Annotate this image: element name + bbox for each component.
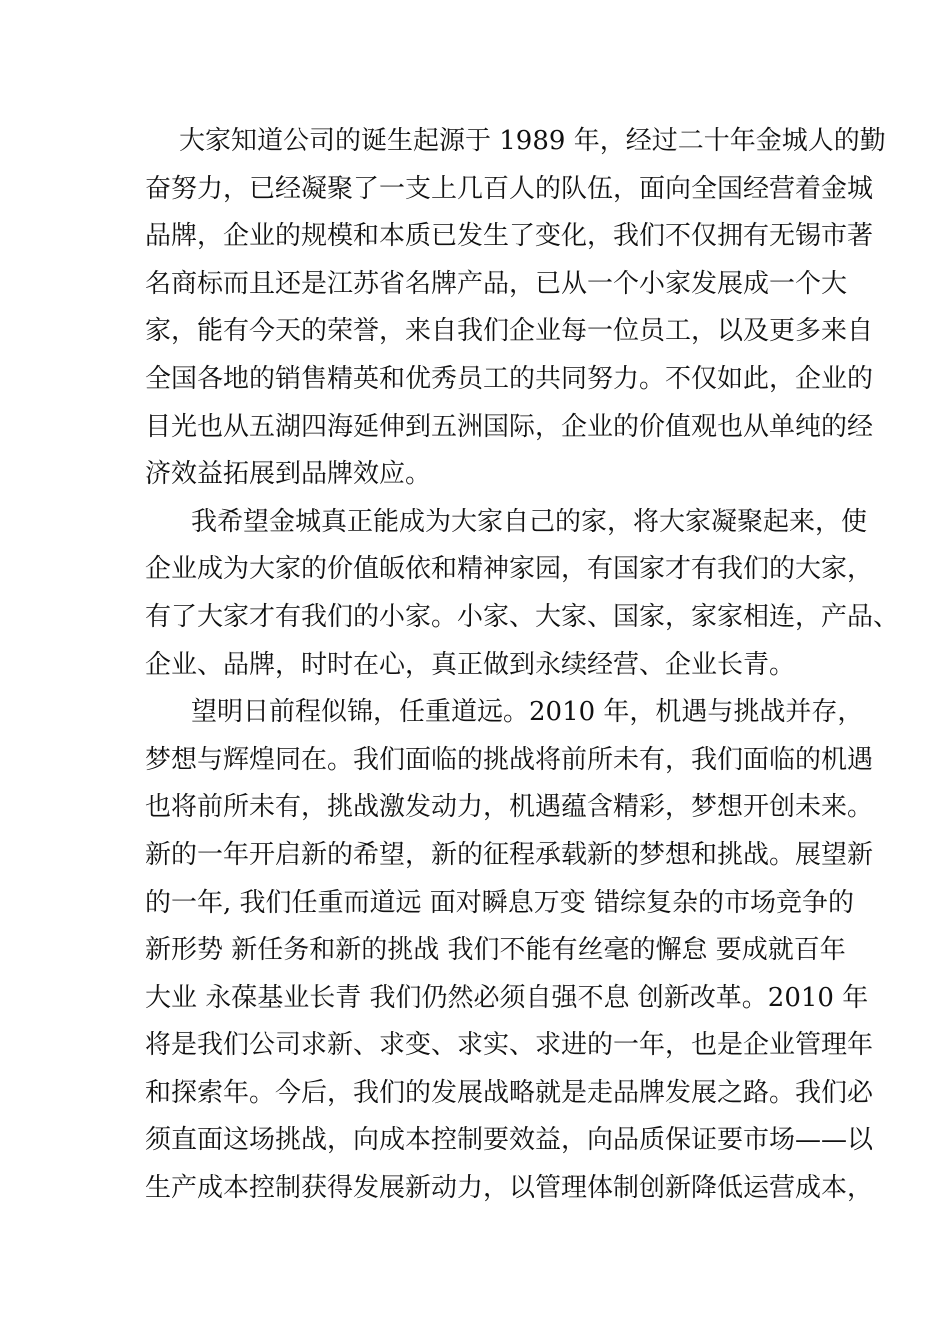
text-line: 梦想与辉煌同在。我们面临的挑战将前所未有，我们面临的机遇	[145, 744, 874, 775]
text-line: 全国各地的销售精英和优秀员工的共同努力。不仅如此，企业的	[145, 363, 874, 394]
text-line: 品牌，企业的规模和本质已发生了变化，我们不仅拥有无锡市著	[145, 221, 874, 252]
text-line: 奋努力，已经凝聚了一支上几百人的队伍，面向全国经营着金城	[145, 173, 874, 204]
text-line: 望明日前程似锦，任重道远。2010 年，机遇与挑战并存，	[191, 697, 864, 728]
text-line: 有了大家才有我们的小家。小家、大家、国家，家家相连，产品、	[145, 601, 900, 632]
paragraph-3	[145, 689, 874, 1213]
paragraph-1	[145, 118, 886, 499]
text-line: 大家知道公司的诞生起源于 1989 年，经过二十年金城人的勤	[179, 126, 886, 156]
document-body	[145, 118, 900, 1213]
text-line: 名商标而且还是江苏省名牌产品，已从一个小家发展成一个大	[145, 268, 848, 299]
text-line: 济效益拓展到品牌效应。	[145, 459, 432, 490]
text-line: 生产成本控制获得发展新动力，以管理体制创新降低运营成本，	[145, 1173, 874, 1204]
text-line: 的一年, 我们任重而道远 面对瞬息万变 错综复杂的市场竞争的	[145, 887, 855, 918]
text-line: 企业、品牌，时时在心，真正做到永续经营、企业长青。	[145, 649, 796, 680]
text-line: 企业成为大家的价值皈依和精神家园，有国家才有我们的大家，	[145, 554, 874, 585]
text-line: 新的一年开启新的希望，新的征程承载新的梦想和挑战。展望新	[145, 839, 874, 870]
text-line: 将是我们公司求新、求变、求实、求进的一年，也是企业管理年	[145, 1030, 874, 1061]
text-line: 大业 永葆基业长青 我们仍然必须自强不息 创新改革。2010 年	[145, 982, 869, 1013]
text-line: 家，能有今天的荣誉，来自我们企业每一位员工，以及更多来自	[145, 316, 874, 347]
text-line: 也将前所未有，挑战激发动力，机遇蕴含精彩，梦想开创未来。	[145, 792, 874, 823]
text-line: 须直面这场挑战，向成本控制要效益，向品质保证要市场——以	[145, 1125, 874, 1156]
text-line: 新形势 新任务和新的挑战 我们不能有丝毫的懈怠 要成就百年	[145, 935, 846, 966]
paragraph-2	[145, 499, 900, 689]
text-line: 和探索年。今后，我们的发展战略就是走品牌发展之路。我们必	[145, 1077, 874, 1108]
text-line: 我希望金城真正能成为大家自己的家，将大家凝聚起来，使	[191, 506, 868, 537]
text-line: 目光也从五湖四海延伸到五洲国际，企业的价值观也从单纯的经	[145, 411, 874, 442]
